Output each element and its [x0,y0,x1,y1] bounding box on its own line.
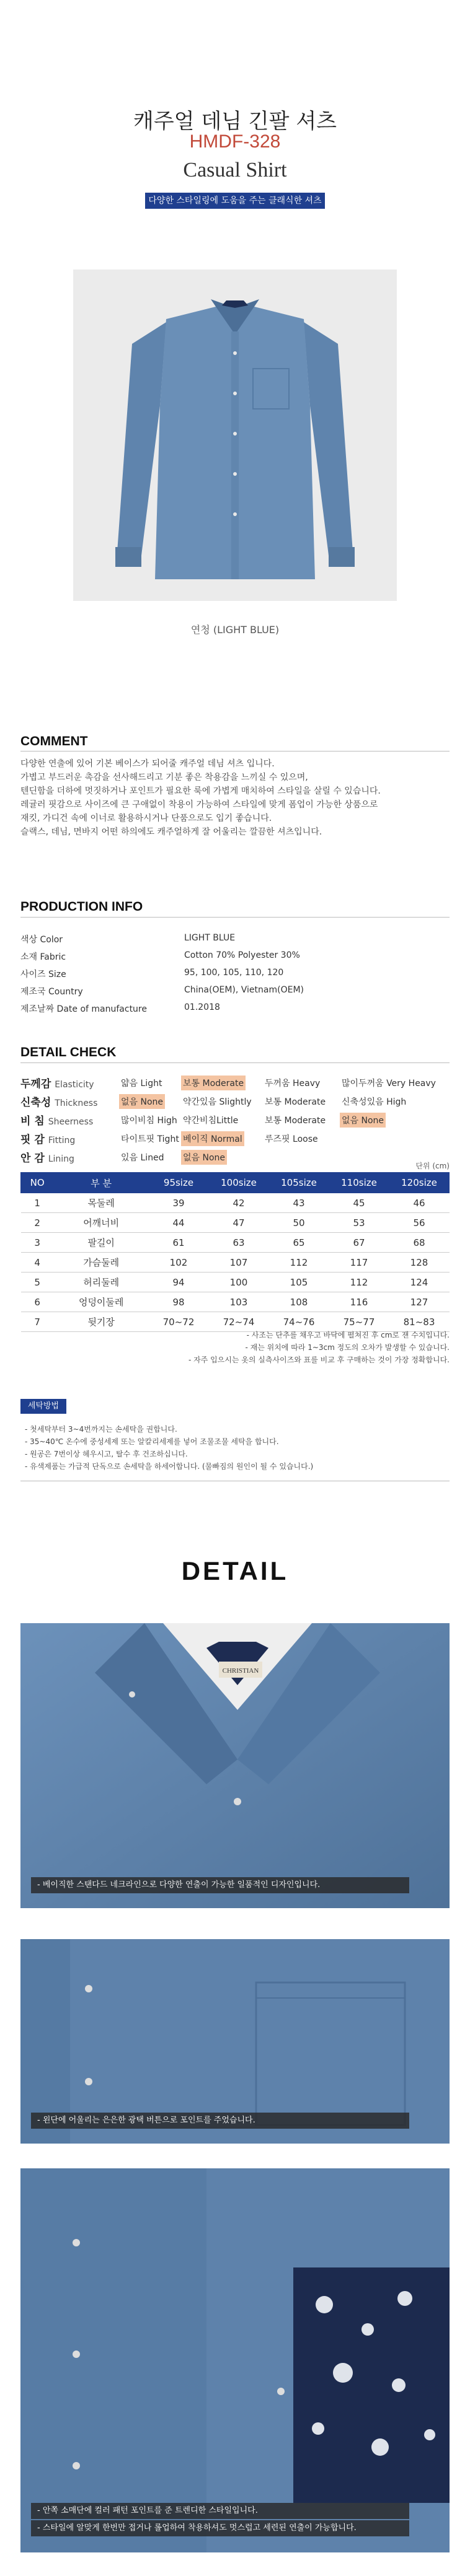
size-table [20,1172,450,1332]
wash-line: - 유색제품는 가급적 단독으로 손세탁을 하세어합니다. (물빠짐의 원인이 될 수 있습니다.) [25,1462,314,1471]
size-table-cell: 1 [21,1193,54,1213]
size-table-cell: 44 [149,1213,209,1233]
size-table-cell: 어깨너비 [54,1213,149,1233]
size-table-row [21,1233,450,1253]
size-table-cell: 127 [389,1292,450,1312]
info-label-country: 제조국 Country [20,987,83,997]
size-table-cell: 112 [329,1273,389,1292]
column-header: 95size [149,1173,209,1193]
collar-photo [20,1623,450,1908]
size-table-cell: 63 [209,1233,269,1253]
size-note: - 재는 위치에 따라 1~3cm 정도의 오차가 발생할 수 있습니다. [245,1343,450,1352]
detail-option: 두꺼움 Heavy [265,1079,321,1089]
detail-option-selected: 없음 None [119,1094,165,1109]
size-table-row [21,1253,450,1273]
size-table-cell: 103 [209,1292,269,1312]
column-header: NO [21,1173,54,1193]
size-table-cell: 68 [389,1233,450,1253]
detail-caption: - 베이직한 스탠다드 네크라인으로 다양한 연출이 가능한 일품적인 디자인입니다. [31,1877,409,1893]
column-header: 105size [269,1173,329,1193]
detail-check-label: 비 침 Sheerness [20,1115,94,1128]
detail-option: 타이트핏 Tight [121,1134,179,1144]
size-table-cell: 53 [329,1213,389,1233]
detail-heading: DETAIL [181,1556,289,1585]
hanger-label: CHRISTIAN [222,1667,259,1675]
info-value-color: LIGHT BLUE [184,933,236,943]
comment-line: 재킷, 가디건 속에 이너로 활용하시거나 단품으로도 입기 좋습니다. [20,813,272,823]
wash-line: - 원공은 7번이상 헤우시고, 탈수 후 건조하십니다. [25,1450,188,1458]
detail-option: 있음 Lined [121,1153,164,1163]
size-table-cell: 117 [329,1253,389,1273]
detail-option: 약간비침Little [183,1116,239,1126]
detail-caption: - 스타일에 알맞게 한번만 접거나 롤업하여 착용하셔도 멋스럽고 세련된 연출이 가능합니다. [31,2520,409,2536]
size-table-row [21,1292,450,1312]
column-header: 110size [329,1173,389,1193]
detail-option: 보통 Moderate [265,1116,326,1126]
comment-line: 다양한 연출에 있어 기본 베이스가 되어줄 캐주얼 데님 셔츠 입니다. [20,759,275,769]
detail-caption: - 안쪽 소매단에 컬러 패턴 포인트를 준 트렌디한 스타일입니다. [31,2503,409,2519]
size-table-cell: 98 [149,1292,209,1312]
unit-label: 단위 (cm) [415,1162,450,1170]
size-table-cell: 7 [21,1312,54,1332]
photo-caption: 연청 (LIGHT BLUE) [190,624,280,636]
comment-line: 슬랙스, 데님, 면바지 어떤 하의에도 캐주얼하게 잘 어울리는 깔끔한 셔츠입니다. [20,827,322,837]
production-info-heading: PRODUCTION INFO [20,900,143,914]
size-table-cell: 67 [329,1233,389,1253]
detail-option: 보통 Moderate [265,1097,326,1107]
size-table-cell: 116 [329,1292,389,1312]
size-table-cell: 112 [269,1253,329,1273]
size-table-cell: 70~72 [149,1312,209,1332]
size-table-cell: 61 [149,1233,209,1253]
size-table-cell: 108 [269,1292,329,1312]
size-table-cell: 3 [21,1233,54,1253]
size-table-cell: 2 [21,1213,54,1233]
detail-option: 신축성있음 High [342,1097,407,1107]
size-table-cell: 5 [21,1273,54,1292]
detail-check-label: 핏 감 Fitting [20,1134,76,1146]
column-header: 부 분 [54,1173,149,1193]
info-label-date: 제조날짜 Date of manufacture [20,1004,147,1014]
size-table-cell: 목둘레 [54,1193,149,1213]
size-table-cell: 124 [389,1273,450,1292]
detail-image-cuff [20,2168,450,2552]
column-header: 120size [389,1173,450,1193]
comment-heading: COMMENT [20,734,88,748]
detail-option: 얇음 Light [121,1079,162,1089]
comment-line: 레귤러 핏감으로 사이즈에 큰 구애없이 착용이 가능하여 스타일에 맞게 폼업이 가능한 상품으로 [20,800,378,810]
info-label-fabric: 소재 Fabric [20,952,66,962]
comment-line: 텐딘함을 더하에 멋짓하거나 포인트가 필요한 룩에 가볍게 매치하여 스타일을 살릴 수 있습니다. [20,786,381,796]
size-table-cell: 47 [209,1213,269,1233]
detail-option-selected: 보통 Moderate [181,1076,246,1090]
size-table-cell: 4 [21,1253,54,1273]
detail-check-label: 두께감 Elasticity [20,1078,94,1090]
info-value-country: China(OEM), Vietnam(OEM) [184,985,304,995]
model-number: HMDF-328 [189,131,281,152]
detail-check-heading: DETAIL CHECK [20,1045,117,1059]
size-table-cell: 81~83 [389,1312,450,1332]
detail-image-collar [20,1623,450,1908]
detail-option: 루즈핏 Loose [265,1134,318,1144]
detail-option: 약간있음 Slightly [183,1097,252,1107]
comment-line: 가볍고 부드러운 촉감을 선사해드리고 기분 좋은 착용감을 느끼실 수 있으며, [20,773,308,782]
size-table-cell: 105 [269,1273,329,1292]
size-table-cell: 42 [209,1193,269,1213]
size-table-cell: 94 [149,1273,209,1292]
size-table-cell: 6 [21,1292,54,1312]
size-table-cell: 허리둘레 [54,1273,149,1292]
detail-option-selected: 없음 None [340,1113,386,1128]
size-note: - 자주 입으시는 옷의 실측사이즈와 표를 비교 후 구매하는 것이 가장 정확합니다. [188,1356,450,1364]
size-table-cell: 128 [389,1253,450,1273]
wash-line: - 첫세탁부터 3~4번까지는 손세탁을 권합니다. [25,1425,177,1434]
divider [20,1062,450,1063]
divider [20,917,450,918]
size-table-cell: 45 [329,1193,389,1213]
size-table-cell: 39 [149,1193,209,1213]
detail-check-label: 안 감 Lining [20,1152,74,1165]
info-label-color: 색상 Color [20,935,63,945]
size-table-cell: 65 [269,1233,329,1253]
info-label-size: 사이즈 Size [20,970,66,979]
shirt-illustration [73,269,397,601]
size-table-header [21,1173,450,1193]
size-table-cell: 엉덩이둘레 [54,1292,149,1312]
size-table-cell: 43 [269,1193,329,1213]
product-title: 캐주얼 데님 긴팔 셔츠 [133,109,337,134]
cuff-photo [20,2168,450,2552]
info-value-size: 95, 100, 105, 110, 120 [184,968,284,978]
size-table-cell: 가슴둘레 [54,1253,149,1273]
product-subtitle: Casual Shirt [183,159,287,182]
size-note: - 사조는 단추를 채우고 바닥에 펼쳐진 후 cm로 잰 수치입니다. [246,1331,450,1339]
size-table-cell: 75~77 [329,1312,389,1332]
size-table-row [21,1312,450,1332]
size-table-row [21,1273,450,1292]
size-table-cell: 팔길이 [54,1233,149,1253]
size-table-cell: 뒷기장 [54,1312,149,1332]
size-table-cell: 100 [209,1273,269,1292]
size-table-cell: 74~76 [269,1312,329,1332]
size-table-row [21,1193,450,1213]
wash-badge: 세탁방법 [20,1399,66,1414]
detail-option: 많이두꺼움 Very Heavy [342,1079,436,1089]
detail-option-selected: 없음 None [181,1150,227,1165]
size-table-row [21,1213,450,1233]
detail-option-selected: 베이직 Normal [181,1131,244,1146]
size-table-cell: 72~74 [209,1312,269,1332]
detail-caption: - 왼단에 어울리는 은은한 광택 버튼으로 포인트를 주었습니다. [31,2113,409,2129]
info-value-fabric: Cotton 70% Polyester 30% [184,950,300,960]
size-table-cell: 107 [209,1253,269,1273]
size-table-cell: 50 [269,1213,329,1233]
tagline-banner: 다양한 스타일링에 도움을 주는 클래식한 셔츠 [145,193,325,209]
product-photo [73,269,397,601]
size-table-cell: 46 [389,1193,450,1213]
detail-option: 많이비침 High [121,1116,177,1126]
column-header: 100size [209,1173,269,1193]
detail-check-label: 신축성 Thickness [20,1097,98,1109]
info-value-date: 01.2018 [184,1002,220,1012]
wash-line: - 35~40℃ 온수에 중성세제 또는 알칼리세제를 넣어 조물조물 세탁을 합니다. [25,1437,279,1446]
size-table-cell: 102 [149,1253,209,1273]
size-table-cell: 56 [389,1213,450,1233]
